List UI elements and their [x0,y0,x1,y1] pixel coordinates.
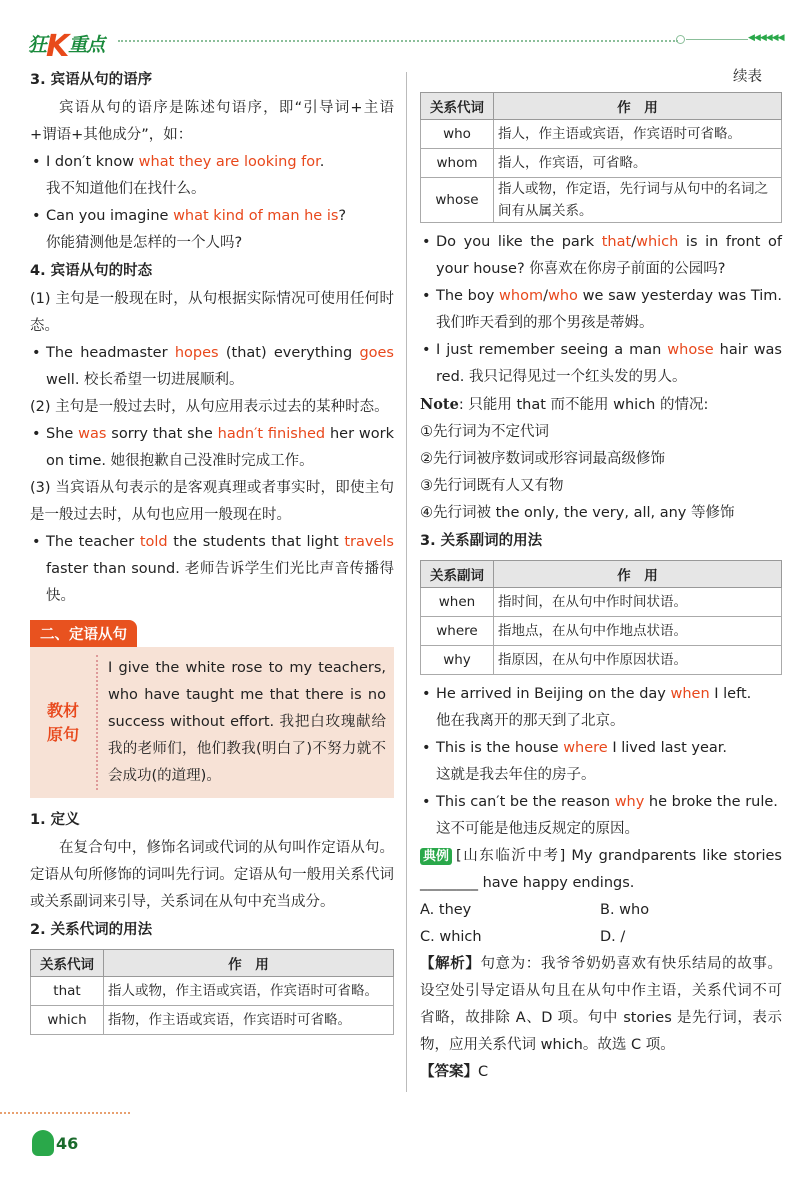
table-row: where 指地点，在从句中作地点状语。 [421,617,782,646]
table-row: which 指物，作主语或宾语，作宾语时可省略。 [31,1006,394,1035]
page-number: 46 [22,1126,76,1162]
section-title: 3. 关系副词的用法 [420,533,543,549]
table-row: who 指人，作主语或宾语，作宾语时可省略。 [421,120,782,149]
relative-pronoun-table [30,949,394,1035]
section-title: 3. 宾语从句的语序 [30,72,153,88]
table-row: whom 指人，作宾语，可省略。 [421,149,782,178]
option: C. which [420,929,482,945]
header-rule-2 [686,39,748,40]
table-row: why 指原因，在从句中作原因状语。 [421,646,782,675]
paragraph: 在复合句中，修饰名词或代词的从句叫作定语从句。定语从句所修饰的词叫先行词。定语从句一般用关系代词或关系副词来引导，关系词在从句中充当成分。 [30,840,394,910]
note-item: ③先行词既有人又有物 [420,478,564,494]
header-circle [676,35,685,44]
analysis: 【解析】句意为：我爷爷奶奶喜欢有快乐结局的故事。设空处引导定语从句且在从句中作主语，关系代词不可省略，故排除 A、D 项。句中 stories 是先行词，表示物，应用关系代词 which。故选 C 项。 [420,956,783,1053]
relative-pronoun-table-cont [420,92,782,223]
option: D. / [600,929,626,945]
note-item: ①先行词为不定代词 [420,424,549,440]
answer: 【答案】C [420,1064,489,1080]
table-header: 关系副词 [421,561,494,588]
example-sentence: • This is the house where I lived last year. [420,735,782,762]
table-header: 作 用 [104,950,394,977]
example-sentence: • The teacher told the students that light travels faster than sound. 老师告诉学生们光比声音传播得快。 [30,529,394,610]
section-tag: 二、定语从句 [30,620,137,647]
translation: 这不可能是他违反规定的原因。 [436,821,639,837]
example-sentence: • The boy whom/who we saw yesterday was Tim. 我们昨天看到的那个男孩是蒂姆。 [420,283,782,337]
table-header: 作 用 [494,93,782,120]
answer-options [420,897,782,951]
example-sentence: • I don′t know what they are looking for. [30,149,394,176]
translation: 我不知道他们在找什么。 [46,181,206,197]
translation: 你能猜测他是怎样的一个人吗? [46,235,243,251]
header-rule [118,40,678,42]
arrow-icons: ◀◀◀◀◀◀ [748,33,784,43]
left-column [30,66,394,1041]
box-label: 教材 原句 [30,655,98,790]
table-row: when 指时间，在从句中作时间状语。 [421,588,782,617]
example-sentence: • He arrived in Beijing on the day when I left. [420,681,782,708]
column-divider [406,72,407,1092]
example-tag: 典例 [420,848,452,865]
example-sentence: • Do you like the park that/which is in front of your house? 你喜欢在你房子前面的公园吗? [420,229,782,283]
note-item: ④先行词被 the only, the very, all, any 等修饰 [420,505,735,521]
example-sentence: • The headmaster hopes (that) everything goes well. 校长希望一切进展顺利。 [30,340,394,394]
option: A. they [420,902,472,918]
example-sentence: • Can you imagine what kind of man he is? [30,203,394,230]
section-title: 1. 定义 [30,812,80,828]
relative-adverb-table [420,560,782,675]
example-question: 典例 [山东临沂中考] My grandparents like stories ________ have happy endings. [420,848,782,891]
page-header [0,0,800,64]
table-row: whose 指人或物，作定语，先行词与从句中的名词之间有从属关系。 [421,178,782,223]
right-column [420,66,782,1086]
option: B. who [600,902,650,918]
paragraph: 宾语从句的语序是陈述句语序，即“引导词+主语+谓语+其他成分”，如： [30,100,394,143]
example-sentence: • I just remember seeing a man whose hair was red. 我只记得见过一个红头发的男人。 [420,337,782,391]
continued-label: 续表 [733,69,762,85]
table-header: 作 用 [494,561,782,588]
table-header: 关系代词 [421,93,494,120]
section-title: 2. 关系代词的用法 [30,922,153,938]
translation: 这就是我去年住的房子。 [436,767,596,783]
box-text: I give the white rose to my teachers, who have taught me that there is no success without effort. 我把白玫瑰献给我的老师们，他们教我(明白了)不努力就不会成功(的道理)。 [108,660,386,784]
balloon-icon [32,1130,54,1156]
textbook-sentence-box [30,620,394,798]
paragraph: (3) 当宾语从句表示的是客观真理或者事实时，即使主句是一般过去时，从句也应用一般现在时。 [30,480,394,523]
paragraph: (2) 主句是一般过去时，从句应用表示过去的某种时态。 [30,399,389,415]
footer-rule [0,1112,130,1114]
paragraph: (1) 主句是一般现在时，从句根据实际情况可使用任何时态。 [30,291,394,334]
note-item: ②先行词被序数词或形容词最高级修饰 [420,451,665,467]
example-sentence: • This can′t be the reason why he broke the rule. [420,789,782,816]
brand-logo: 狂K重点 [28,29,105,64]
note: Note: 只能用 that 而不能用 which 的情况: [420,396,709,413]
table-header: 关系代词 [31,950,104,977]
translation: 他在我离开的那天到了北京。 [436,713,625,729]
box-body [30,647,394,798]
table-row: that 指人或物，作主语或宾语，作宾语时可省略。 [31,977,394,1006]
example-sentence: • She was sorry that she hadn′t finished her work on time. 她很抱歉自己没准时完成工作。 [30,421,394,475]
section-title: 4. 宾语从句的时态 [30,263,153,279]
